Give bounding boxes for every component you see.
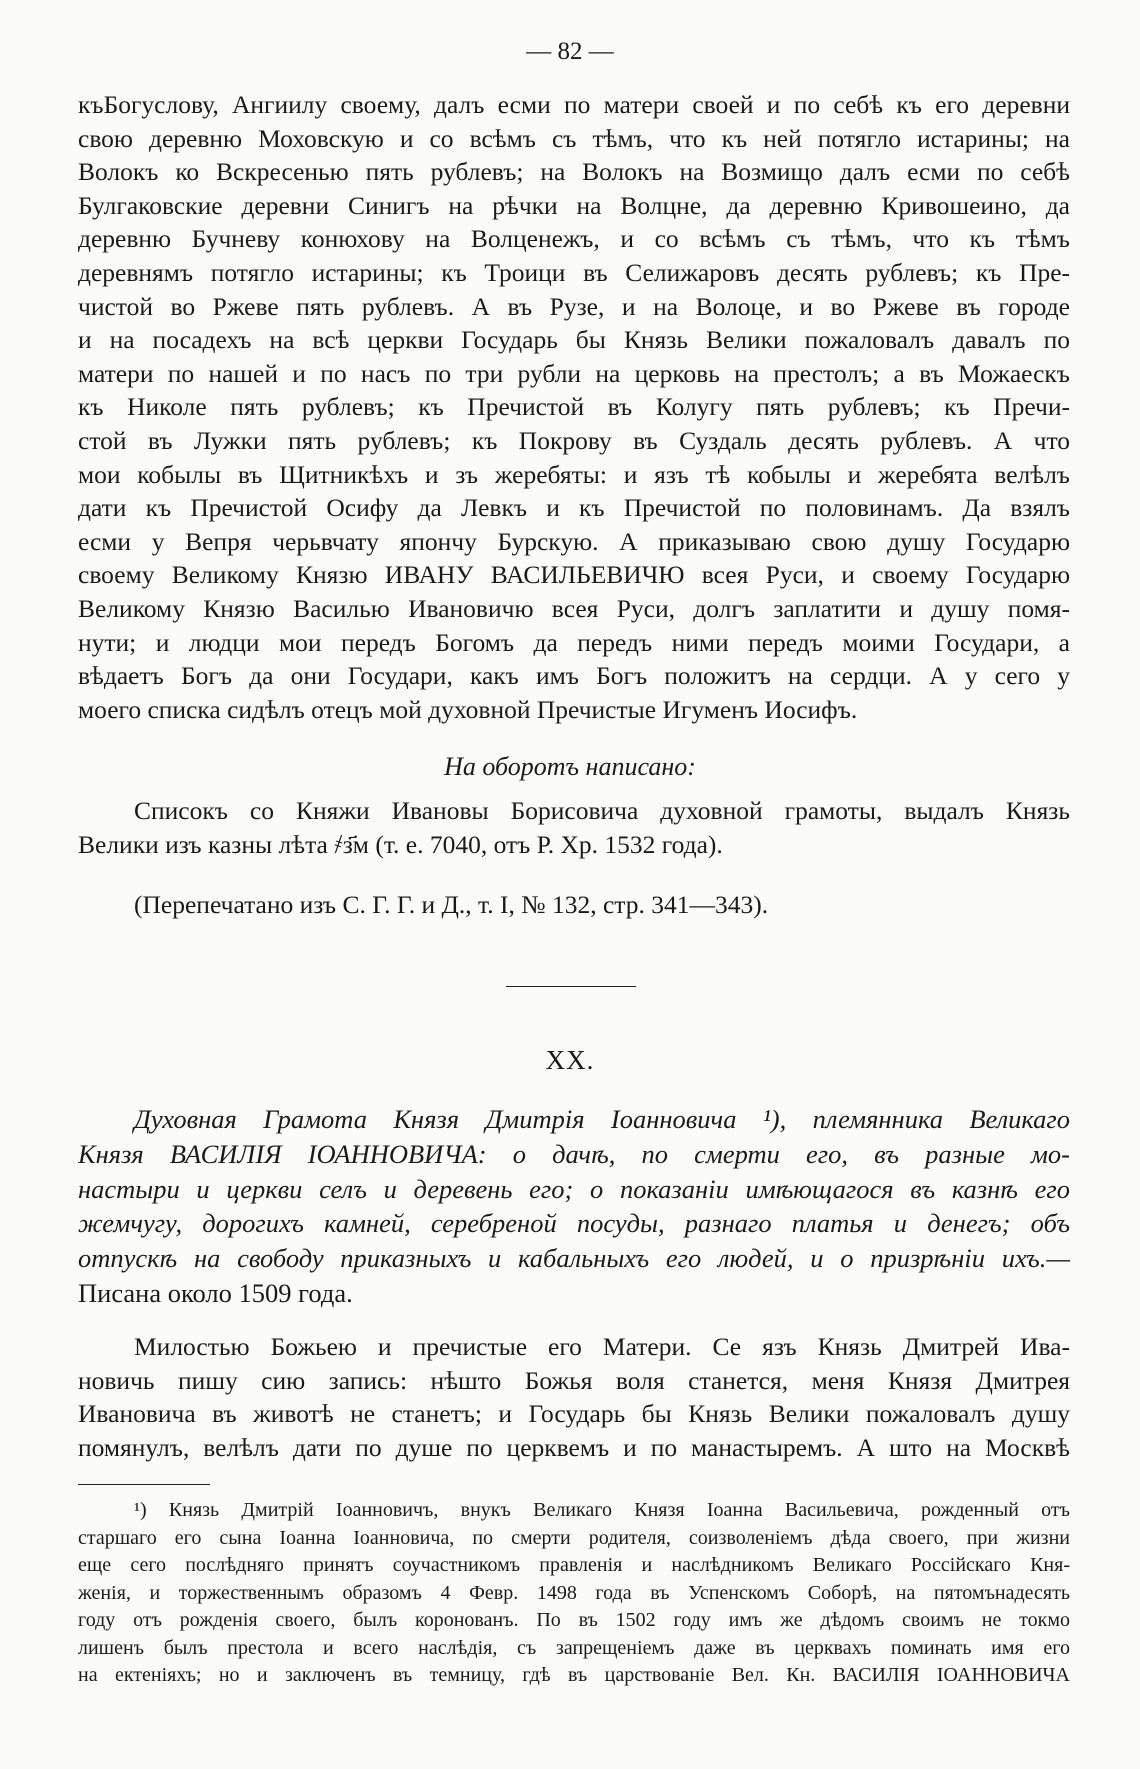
text-line: Велики изъ казны лѣта ҂з҃м (т. е. 7040, отъ Р. Хр. 1532 года). <box>78 829 723 859</box>
text-line: свою деревню Моховскую и со всѣмъ съ тѣмъ, что къ ней потягло истарины; на <box>78 123 1070 153</box>
text-line: Великому Князю Василью Ивановичю всея Руси, долгъ заплатити и душу помя- <box>78 593 1070 623</box>
footnote <box>78 1497 1070 1690</box>
reverse-side-heading: На оборотъ написано: <box>444 752 696 781</box>
footnote-rule <box>78 1484 210 1485</box>
text-line: новичь пишу сию запись: нѣшто Божья воля станется, меня Князя Дмитрея <box>78 1365 1070 1395</box>
text-line: къ Николе пять рублевъ; къ Пречистой въ Колугу пять рублевъ; къ Пречи- <box>78 392 1070 422</box>
text-line: стой въ Лужки пять рублевъ; къ Покрову въ Суздаль десять рублевъ. А что <box>78 425 1070 455</box>
charter-text <box>78 1330 1070 1464</box>
text-line: Милостью Божьею и пречистые его Матери. Се язъ Князь Дмитрей Ива- <box>134 1332 1070 1361</box>
text-line: Волокъ ко Вскресенью пять рублевъ; на Волокъ на Возмищо далъ есми по себѣ <box>78 157 1070 187</box>
text-line: Списокъ со Княжи Ивановы Борисовича духовной грамоты, выдалъ Князь <box>134 796 1070 825</box>
main-text <box>78 88 1070 726</box>
text-line: мои кобылы въ Щитникѣхъ и зъ жеребяты: и язъ тѣ кобылы и жеребята велѣлъ <box>78 459 1070 489</box>
footnote-line: ¹) Князь Дмитрій Іоанновичъ, внукъ Великаго Князя Іоанна Васильевича, рожденный отъ <box>134 1499 1070 1521</box>
title-line: Духовная Грамота Князя Дмитрія Іоанновича ¹), племянника Великаго <box>134 1104 1070 1134</box>
text-line: Булгаковские деревни Синигъ на рѣчки на Волцне, да деревню Кривошеино, да <box>78 190 1070 220</box>
text-line: вѣдаетъ Богъ да они Государи, какъ имъ Богъ положитъ на сердци. А у сего у <box>78 661 1070 691</box>
title-line: Князя ВАСИЛІЯ ІОАННОВИЧА: о дачѣ, по смерти его, въ разные мо- <box>78 1138 1070 1169</box>
text-line: нути; и людци мои передъ Богомъ да передъ ними передъ моими Государи, а <box>78 627 1070 657</box>
document-title <box>78 1102 1070 1311</box>
text-line: чистой во Ржеве пять рублевъ. А въ Рузе, и на Волоце, и во Ржеве въ городе <box>78 291 1070 321</box>
text-line: Ивановича въ животѣ не станетъ; и Государь бы Князь Велики пожаловалъ душу <box>78 1399 1070 1429</box>
text-line: моего списка сидѣлъ отецъ мой духовной Пречистые Игуменъ Иосифъ. <box>78 694 858 724</box>
footnote-line: году отъ рожденія своего, былъ коронованъ. По въ 1502 году имъ же дѣдомъ своимъ не токмо <box>78 1609 1070 1631</box>
footnote-line: старшаго его сына Іоанна Іоанновича, по смерти родителя, соизволеніемъ дѣда своего, при жизни <box>78 1526 1070 1549</box>
text-line: къБогуслову, Ангиилу своему, далъ есми по матери своей и по себѣ къ его деревни <box>78 90 1070 119</box>
text-line: помянулъ, велѣлъ дати по душе по церквемъ и по манастыремъ. А што на Москвѣ <box>78 1432 1070 1462</box>
text-line: своему Великому Князю ИВАНУ ВАСИЛЬЕВИЧЮ всея Руси, и своему Государю <box>78 560 1070 590</box>
text-line: и на посадехъ на всѣ церкви Государь бы Князь Велики пожаловалъ давалъ по <box>78 325 1070 355</box>
section-number: XX. <box>545 1045 595 1075</box>
text-line: матери по нашей и по насъ по три рубли на церковь на престолъ; а въ Можаескъ <box>78 358 1070 388</box>
reprint-note: (Перепечатано изъ С. Г. Г. и Д., т. I, № 132, стр. 341—343). <box>134 890 769 919</box>
text-line: деревнямъ потягло истарины; къ Троици въ Селижаровъ десять рублевъ; къ Пре- <box>78 257 1070 287</box>
text-line: деревню Бучневу конюхову на Волценежъ, и со всѣмъ съ тѣмъ, что къ тѣмъ <box>78 224 1070 254</box>
footnote-line: еще сего послѣдняго принятъ соучастникомъ правленія и наслѣдникомъ Великаго Россійскаго Кня- <box>78 1554 1070 1576</box>
title-line: настыри и церкви селъ и деревень его; о показаніи имѣющагося въ казнѣ его <box>78 1173 1070 1204</box>
title-line: жемчугу, дорогихъ камней, серебреной посуды, разнаго платья и денегъ; объ <box>78 1208 1070 1239</box>
page-number: — 82 — <box>526 38 614 65</box>
footnote-line: лишенъ былъ престола и всего наслѣдія, съ запрещеніемъ даже въ церквахъ поминать имя его <box>78 1636 1070 1659</box>
footnote-line: женія, и торжественнымъ образомъ 4 Февр. 1498 года въ Успенскомъ Соборѣ, на пятомънадесять <box>78 1581 1070 1604</box>
footnote-line: на ектеніяхъ; но и заключенъ въ темницу, гдѣ въ царствованіе Вел. Кн. ВАСИЛІЯ ІОАННОВИЧА <box>78 1664 1070 1686</box>
text-line: есми у Вепря черьвчату япончу Бурскую. А приказываю свою душу Государю <box>78 526 1070 556</box>
section-divider <box>506 986 636 987</box>
copy-note <box>78 794 1070 861</box>
text-line: дати къ Пречистой Осифу да Левкъ и къ Пречистой по половинамъ. Да взялъ <box>78 493 1070 523</box>
title-line: отпускѣ на свободу приказныхъ и кабальныхъ его людей, и о призрѣніи ихъ.— <box>78 1243 1070 1274</box>
title-line: Писана около 1509 года. <box>78 1277 353 1308</box>
